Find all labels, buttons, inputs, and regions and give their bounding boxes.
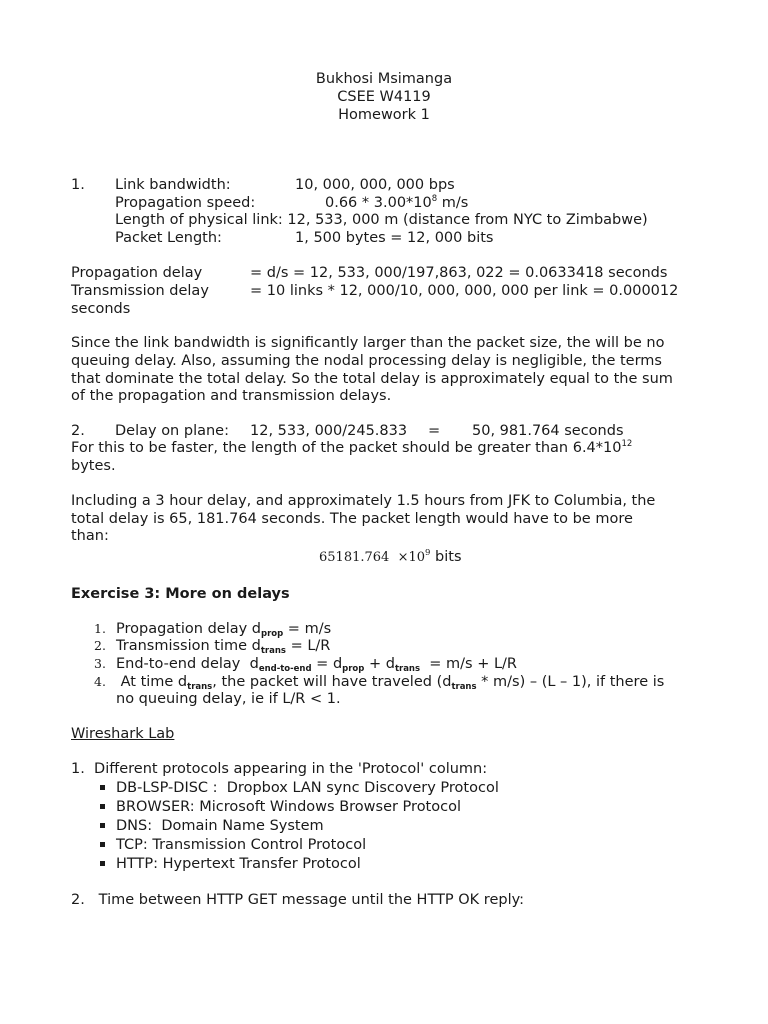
list-number: 2. — [94, 638, 106, 653]
exercise-item-end-to-end-delay: End-to-end delay $d_{end-to-end} = d_{prop} + d_{trans} = m/s + L/R$ — [116, 656, 517, 674]
protocol-list-item: BROWSER: Microsoft Windows Browser Protocol — [116, 799, 461, 815]
exercise-item-packet-travel-continued: no queuing delay, ie if L/R < 1. — [116, 691, 341, 707]
propagation-speed-value: $0.66 * 3.00*10^8$ m/s — [325, 194, 469, 211]
propagation-delay-value: = d/s = 12, 533, 000/197,863, 022 = 0.0633418 seconds — [250, 265, 668, 281]
physical-link-length: Length of physical link: 12, 533, 000 m (distance from NYC to Zimbabwe) — [115, 212, 648, 228]
wireshark-q2: 2. Time between HTTP GET message until the HTTP OK reply: — [71, 892, 525, 908]
assignment-title: Homework 1 — [338, 107, 430, 123]
transmission-delay-continued: seconds — [71, 301, 131, 317]
total-delay-paragraph-line: Including a 3 hour delay, and approximately 1.5 hours from JFK to Columbia, the — [71, 493, 656, 509]
transmission-delay-label: Transmission delay — [71, 283, 209, 299]
plane-delay-result: 50, 981.764 seconds — [472, 423, 624, 439]
q2-number: 2. — [71, 423, 85, 439]
wireshark-q1: 1. Different protocols appearing in the 'Protocol' column: — [71, 761, 488, 777]
course-code: CSEE W4119 — [337, 89, 431, 105]
bullet-icon — [100, 861, 105, 866]
wireshark-lab-heading: Wireshark Lab — [71, 726, 175, 742]
list-number: 1. — [94, 621, 106, 636]
explanation-paragraph-line: of the propagation and transmission delays. — [71, 388, 392, 404]
faster-condition: For this to be faster, the length of the packet should be greater than $6.4*10^{12}$ — [71, 439, 633, 456]
plane-delay-label: Delay on plane: — [115, 423, 229, 439]
bullet-icon — [100, 785, 105, 790]
total-delay-paragraph-line: total delay is 65, 181.764 seconds. The packet length would have to be more — [71, 511, 633, 527]
list-number: 4. — [94, 674, 106, 689]
propagation-delay-label: Propagation delay — [71, 265, 203, 281]
protocol-list-item: HTTP: Hypertext Transfer Protocol — [116, 856, 361, 872]
exercise-item-propagation-delay: Propagation delay $d_{prop} = m/s$ — [116, 621, 332, 639]
plane-delay-expression: 12, 533, 000/245.833 — [250, 423, 408, 439]
explanation-paragraph-line: queuing delay. Also, assuming the nodal processing delay is negligible, the terms — [71, 353, 662, 369]
exercise-item-transmission-time: Transmission time $d_{trans} = L/R$ — [116, 638, 331, 656]
author-name: Bukhosi Msimanga — [315, 71, 453, 87]
packet-length-formula: $65181.764 \times 10^9$ bits — [319, 548, 462, 565]
list-number: 3. — [94, 656, 106, 671]
packet-length-label: Packet Length: — [115, 230, 222, 246]
link-bandwidth-value: 10, 000, 000, 000 bps — [295, 177, 455, 193]
packet-length-value: 1, 500 bytes = 12, 000 bits — [295, 230, 494, 246]
exercise-item-packet-travel: At time $d_{trans}$, the packet will have traveled $(d_{trans} * m/s) - (L - 1)$, if there is — [116, 674, 665, 692]
bullet-icon — [100, 804, 105, 809]
explanation-paragraph-line: Since the link bandwidth is significantly larger than the packet size, the will be no — [71, 335, 665, 351]
plane-delay-equals: = — [428, 423, 441, 439]
faster-condition-continued: bytes. — [71, 458, 116, 474]
protocol-list-item: DB-LSP-DISC : Dropbox LAN sync Discovery Protocol — [116, 780, 499, 796]
bullet-icon — [100, 823, 105, 828]
explanation-paragraph-line: that dominate the total delay. So the total delay is approximately equal to the sum — [71, 371, 673, 387]
link-bandwidth-label: Link bandwidth: — [115, 177, 231, 193]
transmission-delay-value: = 10 links * 12, 000/10, 000, 000, 000 per link = 0.000012 — [250, 283, 679, 299]
total-delay-paragraph-line: than: — [71, 528, 109, 544]
protocol-list-item: DNS: Domain Name System — [116, 818, 324, 834]
exercise-3-heading: Exercise 3: More on delays — [71, 586, 290, 602]
q1-number: 1. — [71, 177, 85, 193]
protocol-list-item: TCP: Transmission Control Protocol — [116, 837, 367, 853]
propagation-speed-label: Propagation speed: — [115, 195, 256, 211]
bullet-icon — [100, 842, 105, 847]
